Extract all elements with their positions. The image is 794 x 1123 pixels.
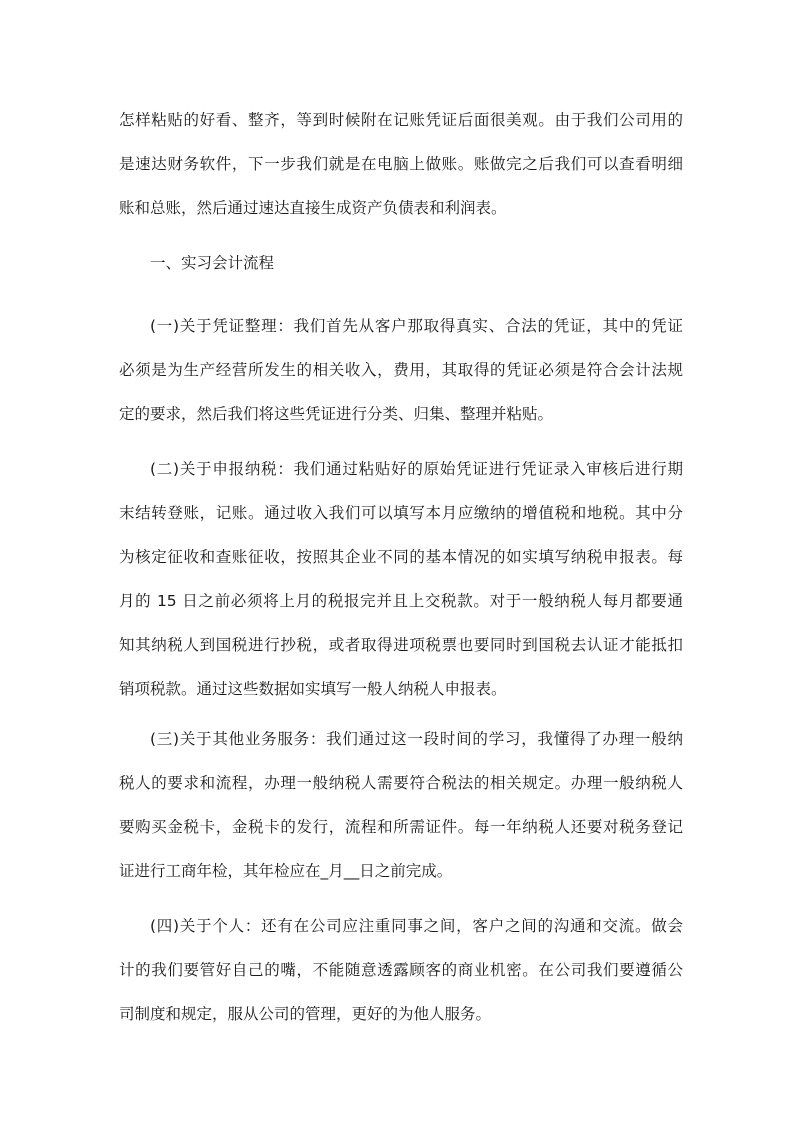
section-services-paragraph [119, 723, 683, 899]
section-voucher-paragraph [119, 310, 683, 442]
paragraph-line: 月的 15 日之前必须将上月的税报完并且上交税款。对于一般纳税人每月都要通 [119, 592, 683, 610]
paragraph-line: 证进行工商年检，其年检应在_月__日之前完成。 [119, 862, 453, 880]
paragraph-line: 税人的要求和流程，办理一般纳税人需要符合税法的相关规定。办理一般纳税人 [119, 774, 683, 792]
paragraph-line: 必须是为生产经营所发生的相关收入，费用，其取得的凭证必须是符合会计法规 [119, 361, 683, 379]
heading-text: 一、实习会计流程 [150, 254, 275, 272]
paragraph-line: 是速达财务软件，下一步我们就是在电脑上做账。账做完之后我们可以查看明细 [119, 155, 683, 173]
paragraph-line: 怎样粘贴的好看、整齐，等到时候附在记账凭证后面很美观。由于我们公司用的 [119, 111, 683, 129]
paragraph-line: 定的要求，然后我们将这些凭证进行分类、归集、整理并粘贴。 [119, 405, 554, 423]
paragraph-line: 知其纳税人到国税进行抄税，或者取得进项税票也要同时到国税去认证才能抵扣 [119, 636, 683, 654]
section-heading [119, 247, 683, 291]
section-personal-paragraph [119, 910, 683, 1042]
paragraph-line: 司制度和规定，服从公司的管理，更好的为他人服务。 [119, 1005, 492, 1023]
paragraph-line: 末结转登账，记账。通过收入我们可以填写本月应缴纳的增值税和地税。其中分 [119, 504, 683, 522]
paragraph-line: 计的我们要管好自己的嘴，不能随意透露顾客的商业机密。在公司我们要遵循公 [119, 961, 683, 979]
paragraph-line: 销项税款。通过这些数据如实填写一般人纳税人申报表。 [119, 680, 507, 698]
intro-paragraph [119, 104, 683, 236]
paragraph-line: (二)关于申报纳税：我们通过粘贴好的原始凭证进行凭证录入审核后进行期 [150, 460, 683, 478]
paragraph-line: (三)关于其他业务服务：我们通过这一段时间的学习，我懂得了办理一般纳 [150, 730, 683, 748]
section-tax-paragraph [119, 453, 683, 717]
paragraph-line: 账和总账，然后通过速达直接生成资产负债表和利润表。 [119, 199, 507, 217]
paragraph-line: (一)关于凭证整理：我们首先从客户那取得真实、合法的凭证，其中的凭证 [150, 317, 683, 335]
paragraph-line: 要购买金税卡，金税卡的发行，流程和所需证件。每一年纳税人还要对税务登记 [119, 818, 683, 836]
paragraph-line: (四)关于个人：还有在公司应注重同事之间，客户之间的沟通和交流。做会 [150, 917, 683, 935]
paragraph-line: 为核定征收和查账征收，按照其企业不同的基本情况的如实填写纳税申报表。每 [119, 548, 683, 566]
